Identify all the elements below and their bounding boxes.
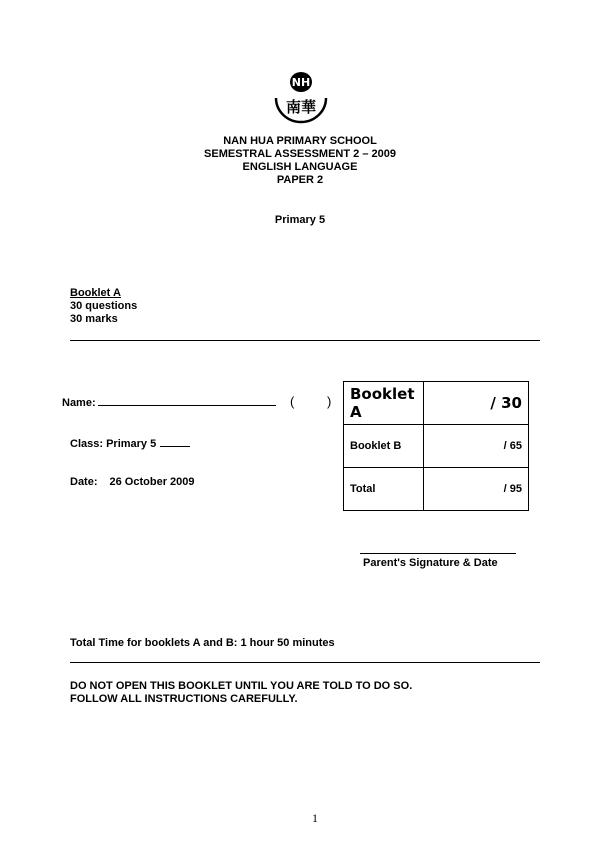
signature-line[interactable] bbox=[360, 553, 516, 554]
table-row bbox=[344, 382, 529, 425]
total-score: / 95 bbox=[424, 468, 529, 511]
booklet-title: Booklet A bbox=[70, 287, 121, 299]
school-name: NAN HUA PRIMARY SCHOOL bbox=[223, 135, 377, 147]
table-row bbox=[344, 468, 529, 511]
name-field[interactable] bbox=[98, 395, 276, 406]
school-logo bbox=[268, 70, 334, 130]
booklet-b-score: / 65 bbox=[424, 425, 529, 468]
class-label: Class: Primary 5 bbox=[70, 438, 157, 450]
subject-title: ENGLISH LANGUAGE bbox=[242, 161, 358, 173]
booklet-questions: 30 questions bbox=[70, 300, 138, 312]
booklet-a-score: / 30 bbox=[424, 382, 529, 425]
divider bbox=[70, 340, 540, 341]
logo-chinese: 南華 bbox=[285, 98, 317, 116]
divider bbox=[70, 662, 540, 663]
level-title: Primary 5 bbox=[274, 214, 326, 226]
assessment-title: SEMESTRAL ASSESSMENT 2 – 2009 bbox=[204, 148, 396, 160]
total-label: Total bbox=[344, 468, 424, 511]
class-field[interactable] bbox=[160, 436, 190, 447]
booklet-marks: 30 marks bbox=[70, 313, 118, 325]
paper-title: PAPER 2 bbox=[276, 174, 324, 186]
booklet-a-label: Booklet A bbox=[344, 382, 424, 425]
total-time: Total Time for booklets A and B: 1 hour 50 minutes bbox=[70, 637, 335, 649]
table-row bbox=[344, 425, 529, 468]
instruction-line: FOLLOW ALL INSTRUCTIONS CAREFULLY. bbox=[70, 693, 298, 705]
marks-table bbox=[343, 381, 529, 511]
booklet-b-label: Booklet B bbox=[344, 425, 424, 468]
date-row bbox=[70, 476, 195, 488]
date-value: 26 October 2009 bbox=[109, 476, 195, 488]
logo-letters: NH bbox=[291, 76, 311, 89]
name-row bbox=[62, 395, 276, 409]
index-paren-close: ) bbox=[327, 394, 332, 409]
class-row bbox=[70, 436, 190, 450]
signature-label: Parent's Signature & Date bbox=[363, 557, 498, 569]
page-number: 1 bbox=[312, 811, 318, 825]
instruction-line: DO NOT OPEN THIS BOOKLET UNTIL YOU ARE TOLD TO DO SO. bbox=[70, 680, 413, 692]
index-paren-open: ( bbox=[290, 394, 295, 409]
date-label: Date: bbox=[70, 476, 98, 488]
name-label: Name: bbox=[62, 397, 96, 409]
